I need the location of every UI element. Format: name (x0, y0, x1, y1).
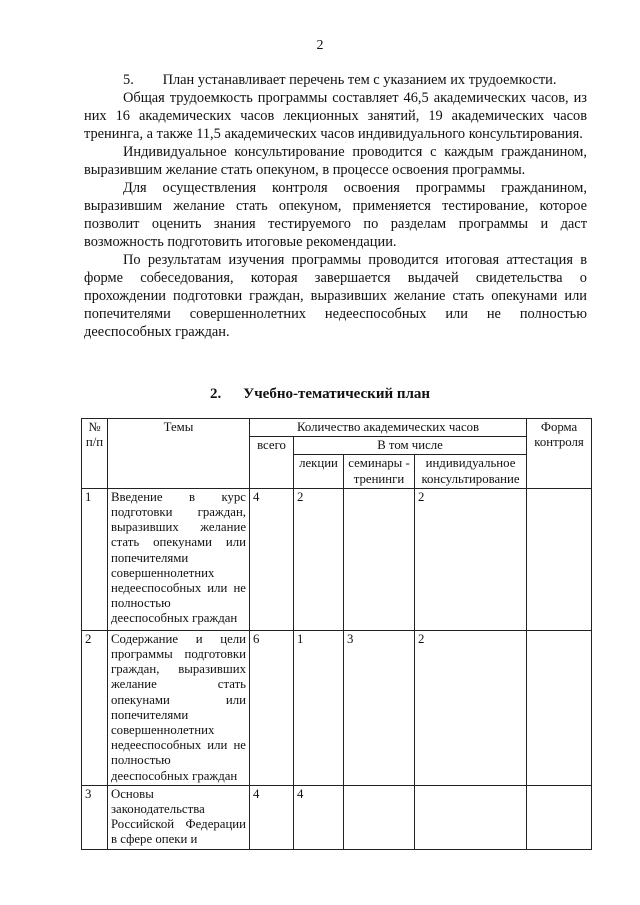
row-topic: Основы законодательства Российской Федерации в сфере опеки и (108, 785, 250, 849)
row-individual: 2 (415, 488, 527, 630)
header-num: № п/п (82, 419, 108, 489)
section-number: 2. (209, 386, 222, 402)
paragraph-individual-consulting: Индивидуальное консультирование проводится с каждым гражданином, выразившим желание стать опекуном, в процессе освоения программы. (84, 144, 587, 178)
row-form (527, 630, 592, 785)
header-seminars: семинары - тренинги (344, 455, 415, 488)
row-total: 4 (250, 785, 294, 849)
curriculum-table (81, 418, 592, 850)
body-text (84, 71, 587, 341)
section-title (0, 386, 640, 403)
row-total: 4 (250, 488, 294, 630)
row-lectures: 2 (294, 488, 344, 630)
row-seminars (344, 488, 415, 630)
row-lectures: 4 (294, 785, 344, 849)
row-topic: Введение в курс подготовки граждан, выразивших желание стать опекунами или попечителями совершеннолетних недееспособных или не полностью дееспособных граждан (108, 488, 250, 630)
row-num: 2 (82, 630, 108, 785)
header-lectures: лекции (294, 455, 344, 488)
header-including: В том числе (294, 437, 527, 455)
row-seminars (344, 785, 415, 849)
header-hours: Количество академических часов (250, 419, 527, 437)
page-number: 2 (316, 38, 324, 53)
table-row (82, 630, 592, 785)
row-num: 1 (82, 488, 108, 630)
paragraph-testing: Для осуществления контроля освоения программы гражданином, выразившим желание стать опекуном, применяется тестирование, которое позволит оценить знания тестируемого по разделам программы и даст возможность подготовить итоговые рекомендации. (84, 180, 587, 250)
row-seminars: 3 (344, 630, 415, 785)
row-num: 3 (82, 785, 108, 849)
paragraph-plan-topics: 5. План устанавливает перечень тем с указанием их трудоемкости. (123, 72, 557, 88)
row-topic: Содержание и цели программы подготовки граждан, выразивших желание стать опекунами или попечителями совершеннолетних недееспособных или не полностью дееспособных граждан (108, 630, 250, 785)
row-total: 6 (250, 630, 294, 785)
row-individual (415, 785, 527, 849)
row-form (527, 785, 592, 849)
row-form (527, 488, 592, 630)
header-topic: Темы (108, 419, 250, 489)
section-title-text: Учебно-тематический план (243, 386, 431, 402)
header-total: всего (250, 437, 294, 489)
row-lectures: 1 (294, 630, 344, 785)
paragraph-final-attestation: По результатам изучения программы проводится итоговая аттестация в форме собеседования, которая завершается выдачей свидетельства о прохождении подготовки граждан, выразивших желание стать опекунами или попечителями совершеннолетних недееспособных или не полностью дееспособных граждан. (84, 252, 587, 340)
paragraph-total-hours: Общая трудоемкость программы составляет 46,5 академических часов, из них 16 академических часов лекционных занятий, 19 академических часов тренинга, а также 11,5 академических часов индивидуального консультирования. (84, 90, 587, 142)
table-row (82, 488, 592, 630)
header-form: Форма контроля (527, 419, 592, 489)
row-individual: 2 (415, 630, 527, 785)
table-row (82, 785, 592, 849)
header-individual: индивидуальное консультирование (415, 455, 527, 488)
